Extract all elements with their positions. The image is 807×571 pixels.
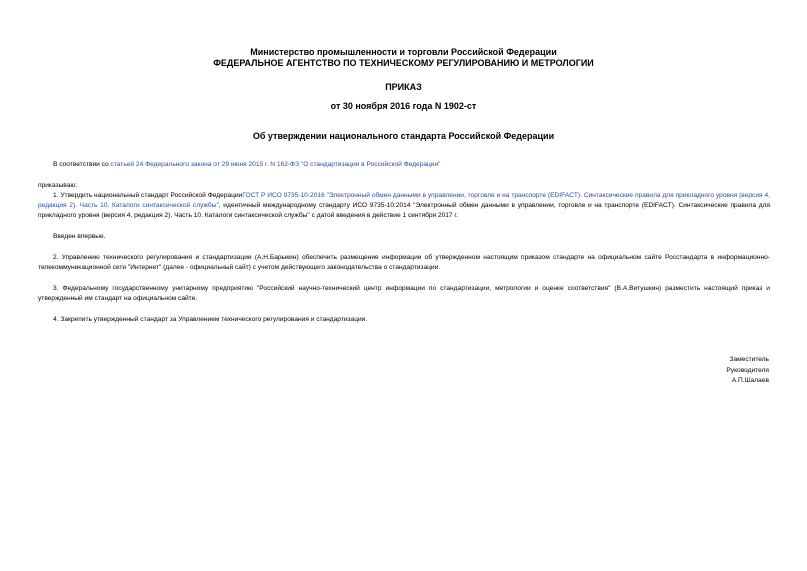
item-1	[38, 191, 770, 222]
item-1-text-b: , идентичный международному стандарту ИСО 9735-10:2014 "Электронный обмен данными в управлении, торговле и на транспорте (EDIFACT). Синтаксические правила для прикладного уровня (версия 4, редакция 2). Часть 10. Каталоги синтаксической службы" с датой введения в действие 1 сентября 2017 г.	[38, 202, 771, 220]
standard-link[interactable]: ГОСТ Р ИСО 9735-10-2016 "Электронный обмен данными в управлении, торговле и на транспорте (EDIFACT). Синтаксические правила для прикладного уровня (версия 4, редакция 2). Часть 10. Каталоги синтаксической службы"	[38, 192, 770, 210]
orders-line: приказываю:	[38, 182, 78, 189]
preamble	[38, 160, 770, 170]
item-2: 2. Управлению технического регулирования и стандартизации (А.Н.Барыкин) обеспечить размещение информации об утвержденном настоящим приказом стандарте на официальном сайте Росстандарта в информационно-телекоммуникационной сети "Интернет" (далее - официальный сайт) с учетом действующего законодательства о стандартизации.	[38, 254, 770, 272]
doc-date-number: от 30 ноября 2016 года N 1902-ст	[330, 101, 477, 111]
doc-subject: Об утверждении национального стандарта Российской Федерации	[252, 131, 555, 141]
preamble-text: В соответствии со	[53, 161, 111, 168]
signature-position-line1: Заместитель	[729, 356, 769, 363]
signature-position-line2: Руководителя	[726, 366, 769, 374]
item-4: 4. Закрепить утвержденный стандарт за Управлением технического регулирования и стандартизации.	[53, 316, 368, 323]
signature-block	[726, 355, 769, 387]
item-3: 3. Федеральному государственному унитарному предприятию "Российский научно-технический центр информации по стандартизации, метрологии и оценке соответствия" (В.А.Витушкин) разместить настоящий приказ и утвержденный им стандарт на официальном сайте.	[38, 285, 770, 303]
law-link[interactable]: статьей 24 Федерального закона от 29 июня 2015 г. N 162-ФЗ "О стандартизации в Российской Федерации"	[110, 161, 441, 168]
agency-title: ФЕДЕРАЛЬНОЕ АГЕНТСТВО ПО ТЕХНИЧЕСКОМУ РЕГУЛИРОВАНИЮ И МЕТРОЛОГИИ	[213, 58, 594, 68]
first-intro-note: Введен впервые.	[53, 233, 106, 240]
ministry-title: Министерство промышленности и торговли Российской Федерации	[250, 47, 557, 57]
signature-name: А.П.Шалаев	[731, 377, 769, 384]
item-1-text-a: 1. Утвердить национальный стандарт Российской Федерации	[53, 192, 243, 199]
doc-type: ПРИКАЗ	[385, 82, 422, 92]
